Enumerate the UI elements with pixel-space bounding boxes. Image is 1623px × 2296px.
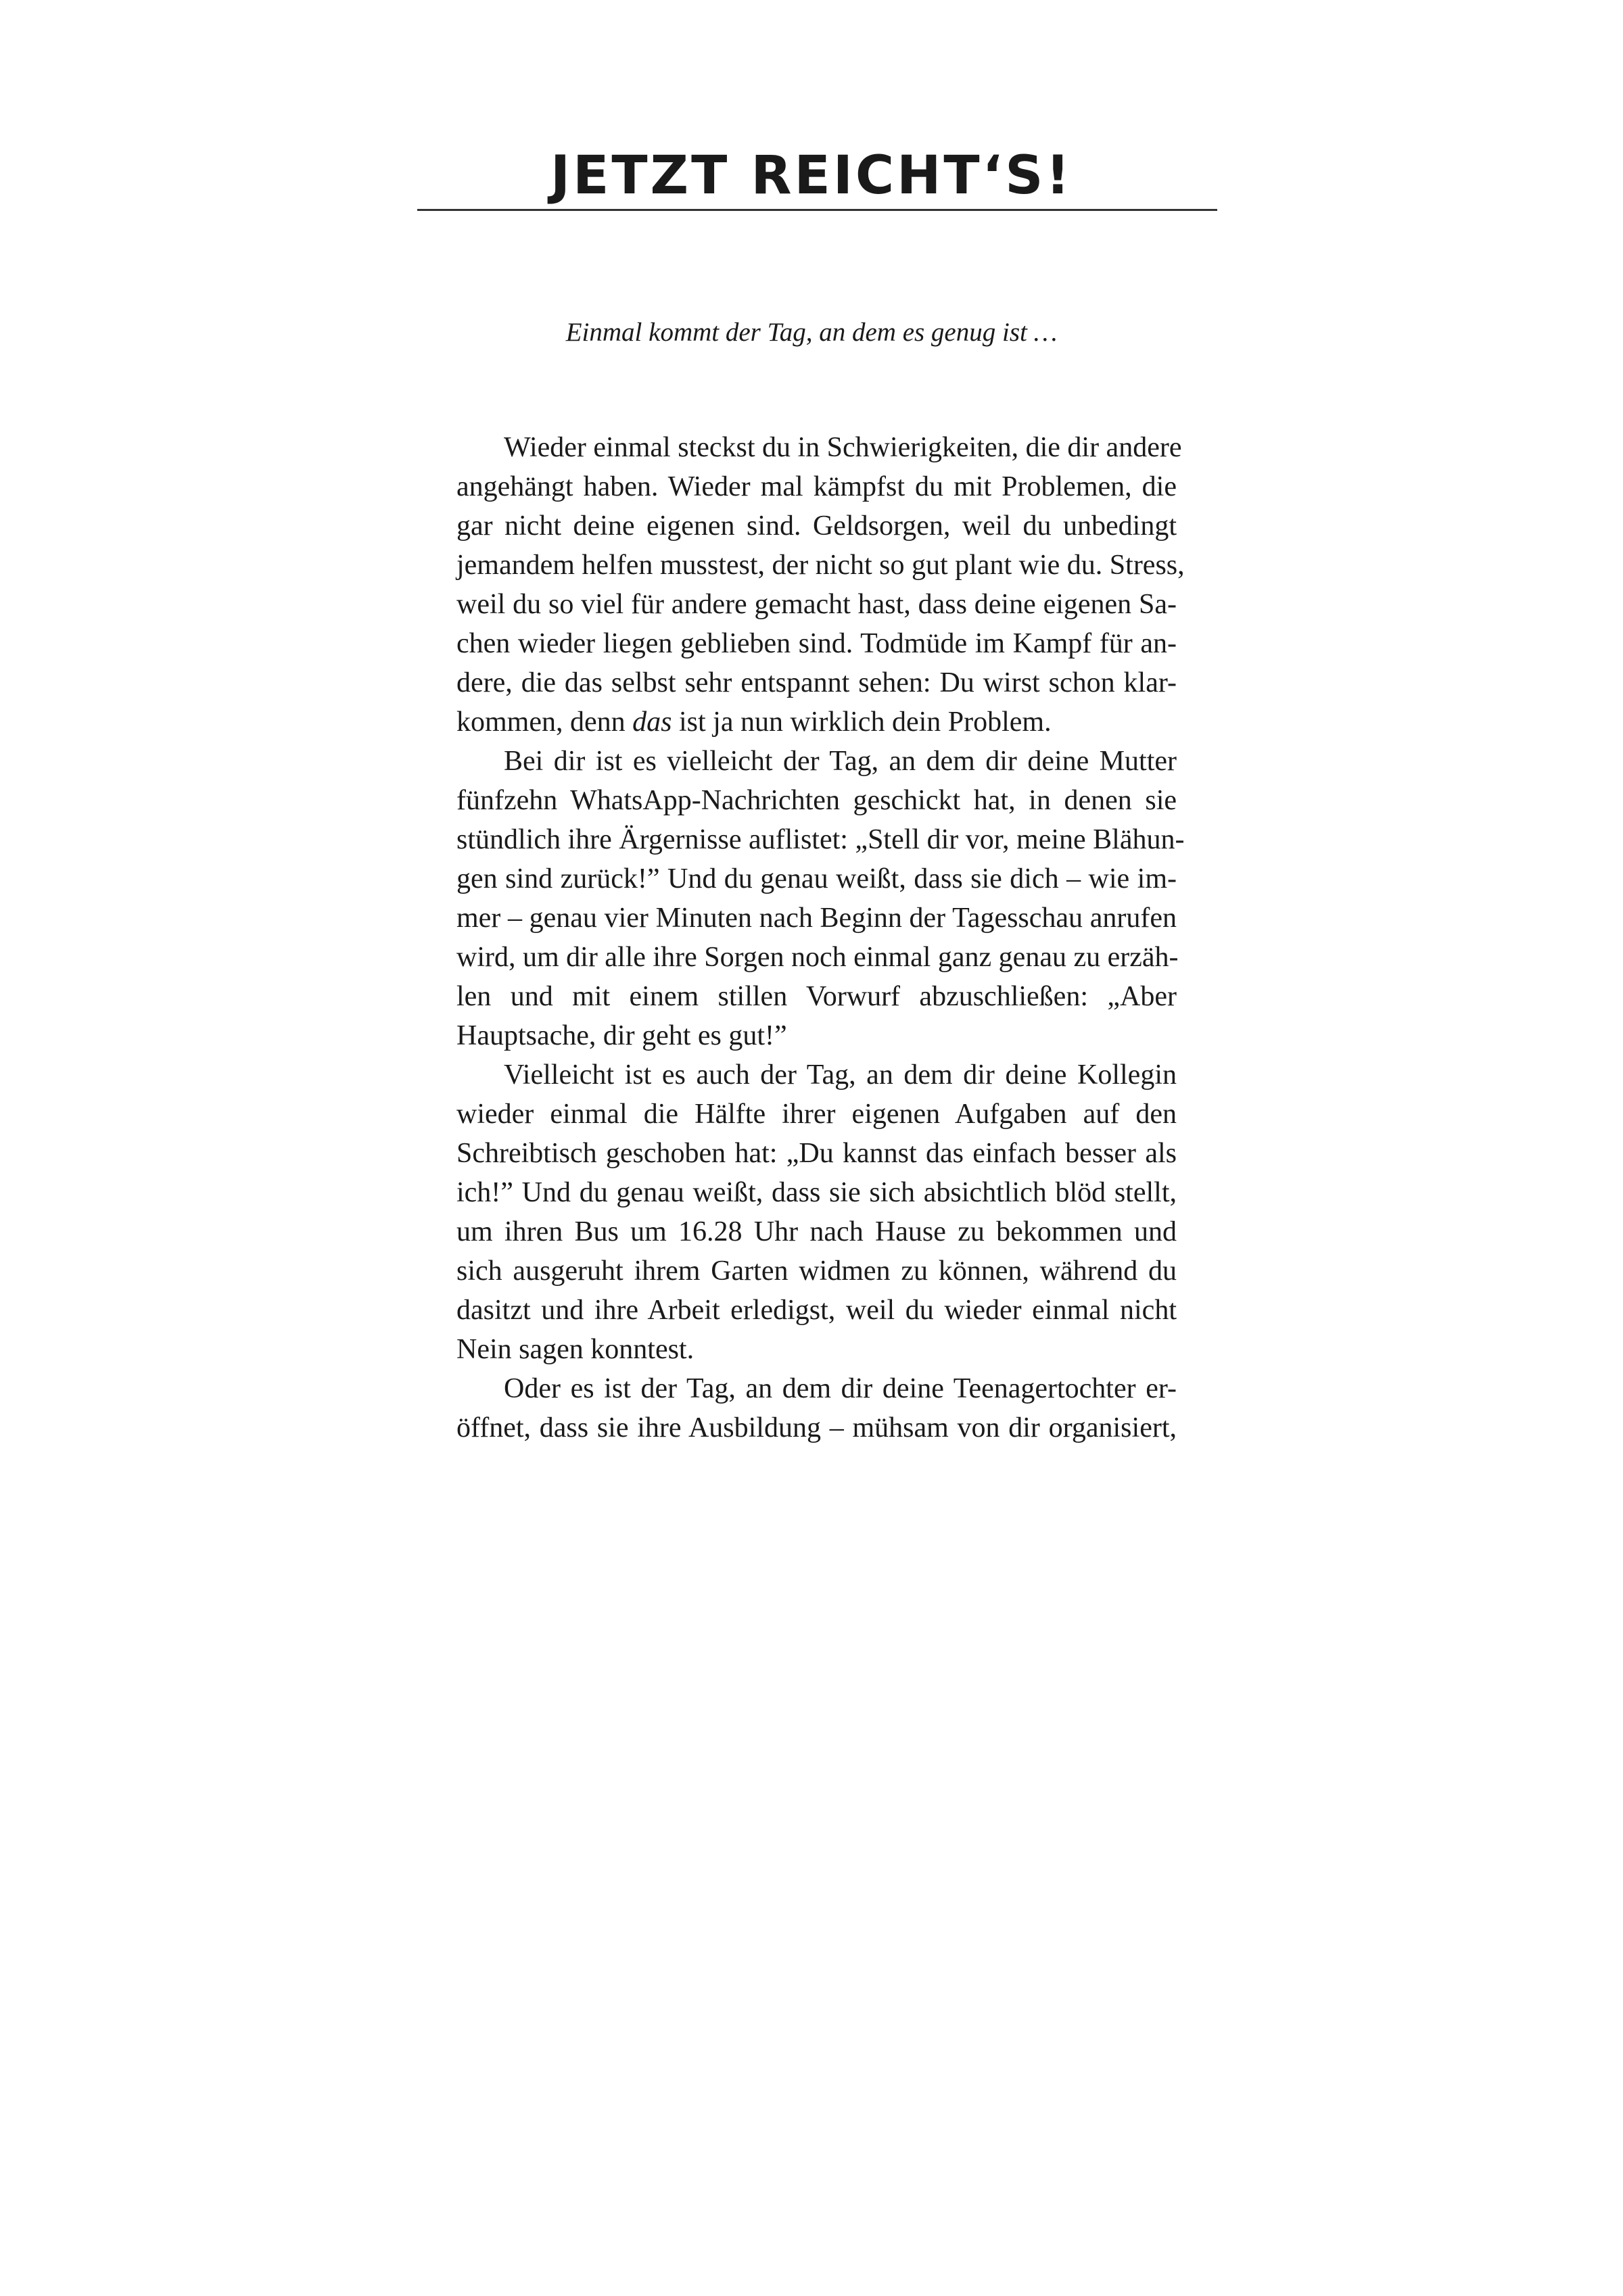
text-segment: kommen, denn xyxy=(456,707,633,738)
text-line: öffnet, dass sie ihre Ausbildung – mühsam von dir organisiert, xyxy=(456,1412,1177,1443)
text-line: Bei dir ist es vielleicht der Tag, an dem dir deine Mutter xyxy=(504,746,1177,777)
text-line: angehängt haben. Wieder mal kämpfst du mit Problemen, die xyxy=(456,471,1177,502)
text-line: gar nicht deine eigenen sind. Geldsorgen, weil du unbedingt xyxy=(456,510,1177,542)
text-line: mer – genau vier Minuten nach Beginn der Tagesschau anrufen xyxy=(456,903,1177,934)
text-line: ich!” Und du genau weißt, dass sie sich absichtlich blöd stellt, xyxy=(456,1177,1177,1208)
text-line: dasitzt und ihre Arbeit erledigst, weil du wieder einmal nicht xyxy=(456,1295,1177,1326)
text-line: wieder einmal die Hälfte ihrer eigenen Aufgaben auf den xyxy=(456,1099,1177,1130)
text-line: Schreibtisch geschoben hat: „Du kannst das einfach besser als xyxy=(456,1138,1177,1169)
paragraph xyxy=(456,1055,1177,1369)
text-line xyxy=(456,702,1177,742)
text-line: Oder es ist der Tag, an dem dir deine Teenagertochter er- xyxy=(504,1373,1177,1404)
text-line: weil du so viel für andere gemacht hast, dass deine eigenen Sa- xyxy=(456,589,1177,620)
chapter-epigraph: Einmal kommt der Tag, an dem es genug ist … xyxy=(565,318,1058,347)
chapter-title: JETZT REICHT‘S! xyxy=(550,145,1073,206)
text-line: stündlich ihre Ärgernisse auflistet: „Stell dir vor, meine Blähun- xyxy=(456,824,1185,855)
text-line: um ihren Bus um 16.28 Uhr nach Hause zu bekommen und xyxy=(456,1216,1177,1247)
text-line: sich ausgeruht ihrem Garten widmen zu können, während du xyxy=(456,1255,1177,1287)
text-line: len und mit einem stillen Vorwurf abzuschließen: „Aber xyxy=(456,981,1177,1012)
text-line: chen wieder liegen geblieben sind. Todmüde im Kampf für an- xyxy=(456,628,1177,659)
text-line: Nein sagen konntest. xyxy=(456,1334,695,1365)
paragraph xyxy=(456,742,1185,1055)
title-underline-rule xyxy=(417,209,1217,211)
paragraph xyxy=(456,1369,1177,1448)
text-line: Hauptsache, dir geht es gut!” xyxy=(456,1020,787,1051)
text-line: jemandem helfen musstest, der nicht so gut plant wie du. Stress, xyxy=(456,550,1185,581)
text-line: gen sind zurück!” Und du genau weißt, dass sie dich – wie im- xyxy=(456,863,1177,894)
text-line: Vielleicht ist es auch der Tag, an dem dir deine Kollegin xyxy=(504,1059,1177,1091)
text-line: dere, die das selbst sehr entspannt sehen: Du wirst schon klar- xyxy=(456,667,1177,698)
emphasized-word: das xyxy=(632,707,672,738)
paragraph xyxy=(456,428,1185,742)
text-segment: ist ja nun wirklich dein Problem. xyxy=(672,707,1052,738)
text-line: wird, um dir alle ihre Sorgen noch einmal ganz genau zu erzäh- xyxy=(456,942,1179,973)
body-text xyxy=(456,428,1185,1448)
text-line: Wieder einmal steckst du in Schwierigkeiten, die dir andere xyxy=(504,432,1182,463)
text-line: fünfzehn WhatsApp-Nachrichten geschickt hat, in denen sie xyxy=(456,785,1177,816)
